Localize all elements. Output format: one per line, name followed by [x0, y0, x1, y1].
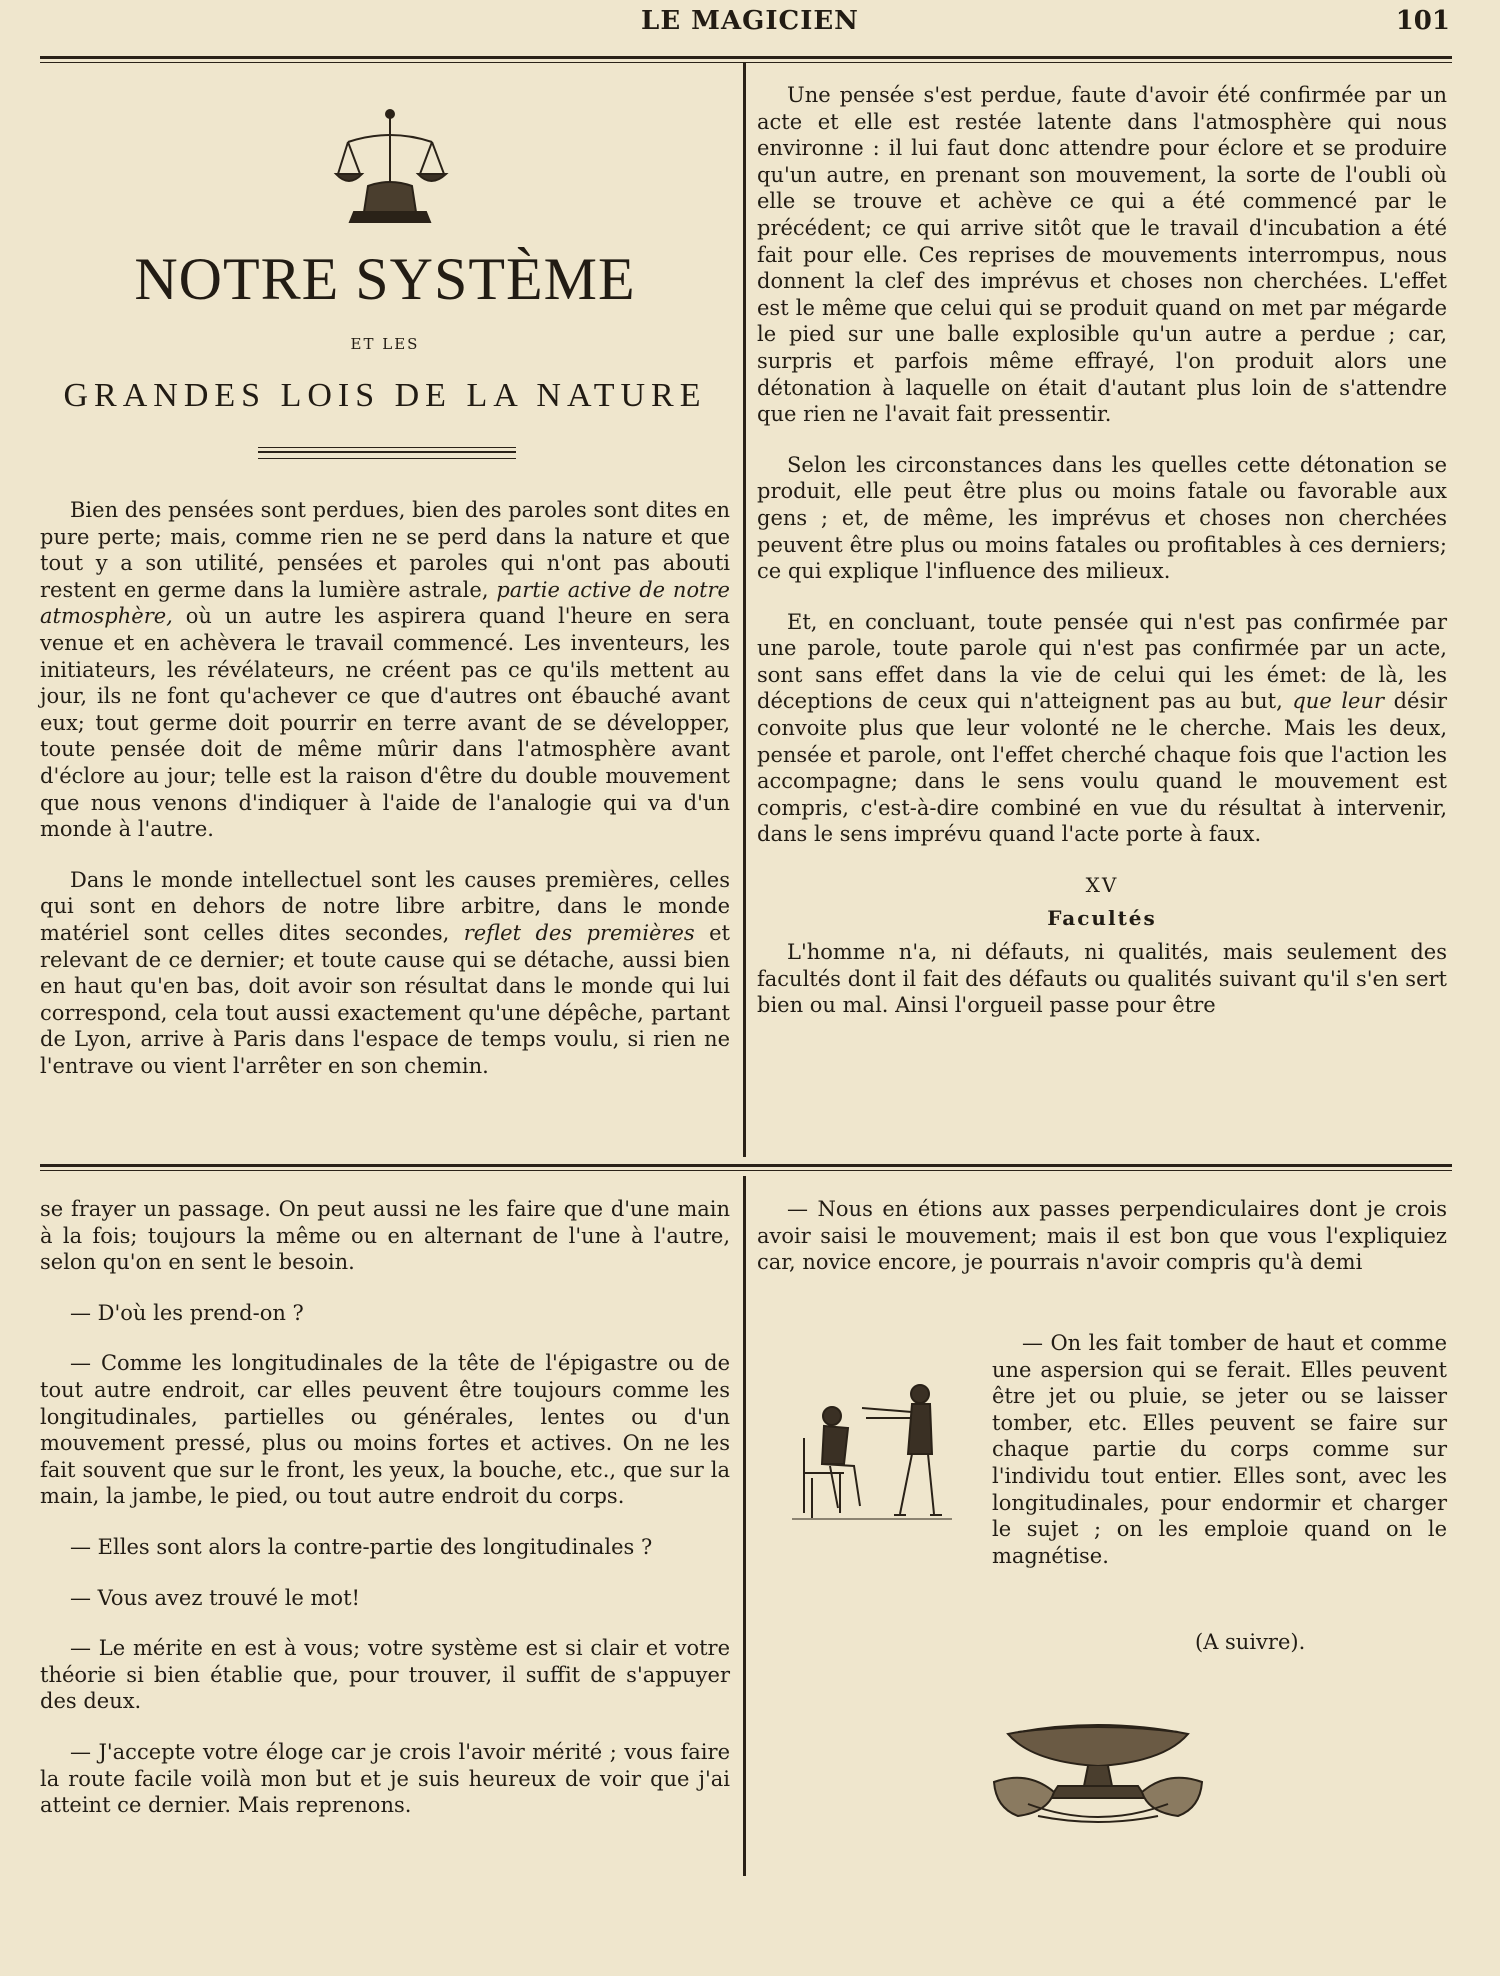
text-run: et relevant de ce dernier; et toute cause qui se détache, aussi bien en haut qu'en bas, doit avoir son résultat dans le monde qui lui correspond, cela tout aussi exactement qu'une dépêche, partant de Lyon, arrive à Paris dans l'espace de temps voulu, si rien ne l'entrave ou vient l'arrêter en son chemin. — [40, 920, 730, 1078]
paragraph: Selon les circonstances dans les quelles cette détonation se produit, elle peut être plus ou moins fatale ou favorable aux gens ; et, de même, les imprévus et choses non cherchées peuvent être plus ou moins fatales ou profitables à ces derniers; ce qui explique l'influence des milieux. — [757, 452, 1447, 584]
column-top-right — [757, 82, 1447, 1043]
article-title: NOTRE SYSTÈME — [134, 246, 636, 312]
dialogue-line: — D'où les prend-on ? — [70, 1300, 304, 1325]
article-connector: ET LES — [350, 335, 420, 353]
dialogue-line: — On les fait tomber de haut et comme une aspersion qui se ferait. Elles peuvent être jet ou pluie, se jeter ou se laisser tomber, etc. Elles peuvent se faire sur chaque partie du corps comme sur l'individu tout entier. Elles sont, avec les longitudinales, pour endormir et charger le sujet ; on les emploie quand on le magnétise. — [992, 1331, 1447, 1568]
page-number: 101 — [1395, 6, 1450, 36]
section-title: Facultés — [1047, 905, 1157, 930]
scale-of-justice-illustration — [330, 108, 450, 228]
dialogue-line: — Nous en étions aux passes perpendiculaires dont je crois avoir saisi le mouvement; mais il est bon que vous l'expliquiez car, novice encore, je pourrais n'avoir compris qu'à demi — [757, 1197, 1447, 1275]
dialogue-line: — Comme les longitudinales de la tête de l'épigastre ou de tout autre endroit, car elles peuvent être toujours comme les longitudinales, partielles ou générales, lentes ou d'un mouvement pressé, plus ou moins fortes et actives. On ne les fait souvent que sur le front, les yeux, la bouche, etc., que sur la main, la jambe, le pied, ou tout autre endroit du corps. — [40, 1351, 730, 1509]
top-rule — [40, 56, 1452, 63]
magnetizer-illustration — [782, 1378, 962, 1523]
text-run: désir convoite plus que leur volonté ne le cherche. Mais les deux, pensée et parole, ont l'effet cherché chaque fois que l'action les accompagne; dans le sens voulu quand le mouvement est compris, c'est-à-dire combiné en vue du résultat à intervenir, dans le sens imprévu quand l'acte porte à faux. — [757, 689, 1448, 847]
article-subtitle: GRANDES LOIS DE LA NATURE — [63, 377, 707, 414]
column-top-left — [40, 497, 730, 1103]
text-run: Bien des pensées sont perdues, bien des paroles sont dites en pure perte; mais, comme rien ne se perd dans la nature et que tout y a son utilité, pensées et paroles qui n'ont pas abouti restent en germe dans la lumière astrale, — [40, 498, 730, 602]
journal-title: LE MAGICIEN — [641, 6, 859, 36]
text-run: Dans le monde intellectuel sont les causes premières, celles qui sont en dehors de notre libre arbitre, dans le monde matériel sont celles dites secondes, — [40, 867, 730, 945]
paragraph: Une pensée s'est perdue, faute d'avoir été confirmée par un acte et elle est restée latente dans l'atmosphère qui nous environne : il lui faut donc attendre pour éclore et se produire qu'un autre, en prenant son mouvement, la sorte de l'oubli où elle se trouve et achève ce qui a été commencé par le précédent; ce qui arrive sitôt que le travail d'incubation a été fait pour elle. Ces reprises de mouvements interrompus, nous donnent la clef des imprévus et choses non cherchées. L'effet est le même que celui qui se produit quand on met par mégarde le pied sur une balle explosible qu'un autre a perdue ; car, surpris et parfois même effrayé, l'on produit alors une détonation à laquelle on était d'autant plus loin de s'attendre que rien ne l'avait fait pressentir. — [757, 83, 1447, 427]
paragraph — [757, 609, 1447, 848]
column-divider-bottom — [743, 1176, 746, 1876]
italic-text: partie active de notre atmosphère, — [40, 577, 730, 629]
paragraph — [40, 867, 730, 1080]
text-run: où un autre les aspirera quand l'heure en sera venue et en achèvera le travail commencé. Les inventeurs, les initiateurs, les révélateurs, ne créent pas ce qu'ils mettent au jour, ils ne font qu'achever ce que d'autres ont ébauché avant eux; tout germe doit pourrir en terre avant de se développer, toute pensée doit de même mûrir dans l'atmosphère avant d'éclore au jour; telle est la raison d'être du double mouvement que nous venons d'indiquer à l'aide de l'analogie qui va d'un monde à l'autre. — [40, 604, 730, 842]
dialogue-line: — Le mérite en est à vous; votre système est si clair et votre théorie si bien établie que, pour trouver, il suffit de s'appuyer des deux. — [40, 1636, 730, 1714]
ornamental-rule — [258, 447, 516, 459]
paragraph: L'homme n'a, ni défauts, ni qualités, mais seulement des facultés dont il fait des défauts ou qualités suivant qu'il s'en sert bien ou mal. Ainsi l'orgueil passe pour être — [757, 940, 1447, 1018]
column-divider-top — [743, 62, 746, 1157]
text-run: Et, en concluant, toute pensée qui n'est pas confirmée par une parole, toute parole qui n'est pas confirmée par un acte, sont sans effet dans la vie de celui qui les émet: de là, les déceptions de ceux qui n'atteignent pas au but, — [757, 609, 1447, 714]
page-header — [40, 6, 1460, 40]
dialogue-line: — Elles sont alors la contre-partie des longitudinales ? — [70, 1534, 653, 1559]
ornamental-bowl-illustration — [988, 1712, 1208, 1830]
dialogue-line: — J'accepte votre éloge car je crois l'avoir mérité ; vous faire la route facile voilà mon but et je suis heureux de voir que j'ai atteint ce dernier. Mais reprenons. — [40, 1739, 730, 1818]
to-be-continued: (A suivre). — [1195, 1630, 1306, 1654]
dialogue-line: — Vous avez trouvé le mot! — [70, 1585, 360, 1610]
paragraph — [40, 497, 730, 843]
column-bottom-right-wrap — [992, 1330, 1447, 1593]
middle-rule — [40, 1164, 1452, 1171]
column-bottom-right — [757, 1196, 1447, 1300]
italic-text: reflet des premières — [463, 920, 695, 945]
italic-text: que leur — [1292, 689, 1385, 714]
column-bottom-left — [40, 1196, 730, 1843]
paragraph: se frayer un passage. On peut aussi ne les faire que d'une main à la fois; toujours la même ou en alternant de l'une à l'autre, selon qu'on en sent le besoin. — [40, 1197, 730, 1275]
section-number: XV — [1085, 873, 1119, 898]
